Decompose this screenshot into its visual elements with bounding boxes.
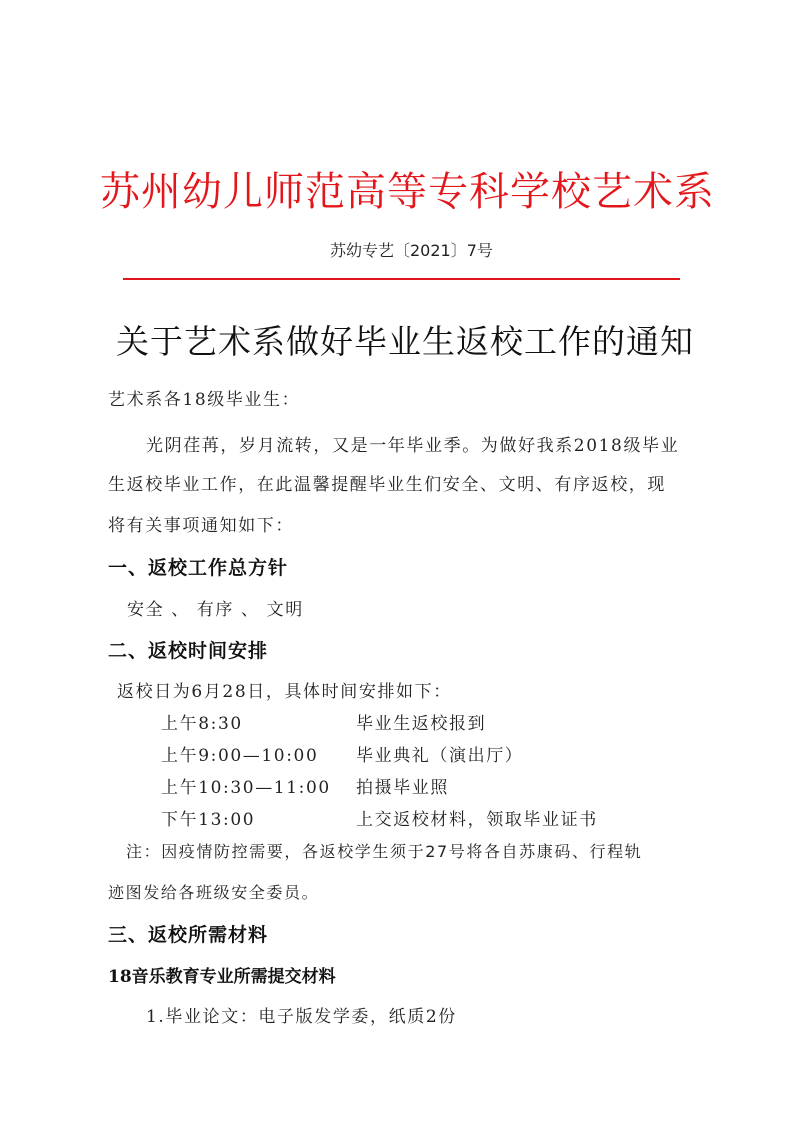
schedule-time: 下午13:00 xyxy=(161,810,256,830)
schedule-time: 上午9:00—10:00 xyxy=(161,746,319,766)
schedule-lead: 返校日为6月28日，具体时间安排如下： xyxy=(117,682,452,702)
schedule-time: 上午10:30—11:00 xyxy=(161,778,331,798)
principles: 安全 、 有序 、 文明 xyxy=(127,600,304,620)
schedule-event: 毕业生返校报到 xyxy=(356,714,487,734)
red-divider xyxy=(123,278,680,280)
section-2-heading: 二、返校时间安排 xyxy=(108,640,269,662)
schedule-event: 上交返校材料，领取毕业证书 xyxy=(356,810,598,830)
notice-title: 关于艺术系做好毕业生返校工作的通知 xyxy=(116,322,694,361)
salutation: 艺术系各18级毕业生： xyxy=(108,390,301,410)
intro-line-3: 将有关事项通知如下： xyxy=(108,516,294,536)
schedule-time: 上午8:30 xyxy=(161,714,243,734)
schedule-event: 拍摄毕业照 xyxy=(356,778,449,798)
section-1-heading: 一、返校工作总方针 xyxy=(108,557,289,579)
material-item: 1.毕业论文：电子版发学委，纸质2份 xyxy=(146,1007,457,1027)
intro-line-1: 光阴荏苒，岁月流转，又是一年毕业季。为做好我系2018级毕业 xyxy=(146,436,680,456)
note-line-2: 迹图发给各班级安全委员。 xyxy=(108,883,320,902)
org-name: 苏州幼儿师范高等专科学校艺术系 xyxy=(100,169,715,215)
section-3-heading: 三、返校所需材料 xyxy=(108,924,269,946)
schedule-event: 毕业典礼（演出厅） xyxy=(356,746,524,766)
document-number: 苏幼专艺〔2021〕7号 xyxy=(330,241,493,260)
intro-line-2: 生返校毕业工作，在此温馨提醒毕业生们安全、文明、有序返校，现 xyxy=(108,475,666,495)
note-line-1: 注：因疫情防控需要，各返校学生须于27号将各自苏康码、行程轨 xyxy=(126,842,643,861)
section-3-subheading: 18音乐教育专业所需提交材料 xyxy=(108,967,336,987)
